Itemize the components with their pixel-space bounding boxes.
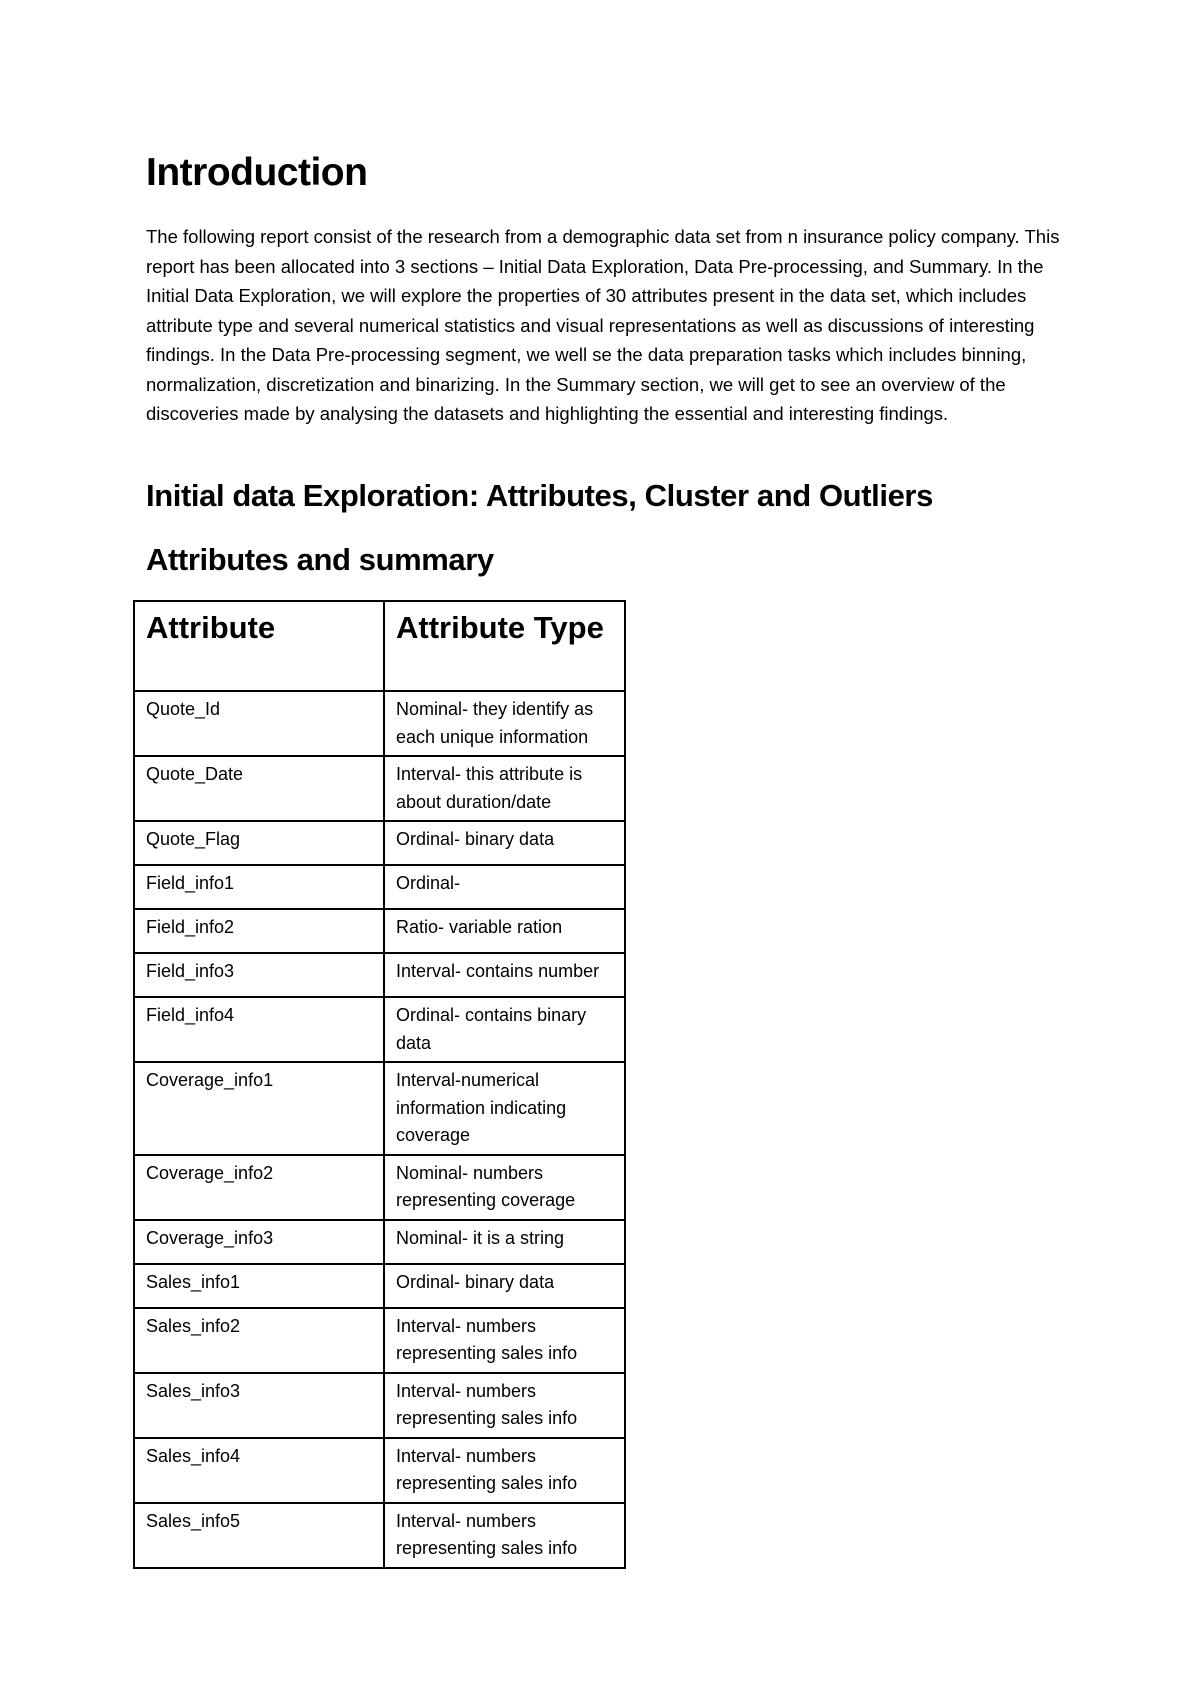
attribute-type-cell: Interval- numbers representing sales info — [384, 1308, 625, 1373]
attribute-type-cell: Ordinal- binary data — [384, 821, 625, 865]
intro-heading: Introduction — [146, 151, 368, 194]
table-row — [134, 1373, 625, 1438]
attribute-type-cell: Ordinal- binary data — [384, 1264, 625, 1308]
table-row — [134, 1264, 625, 1308]
intro-paragraph: The following report consist of the research from a demographic data set from n insurance policy company. This report has been allocated into 3 sections – Initial Data Exploration, Data Pre-processing, and Summary. In the Initial Data Exploration, we will explore the properties of 30 attributes present in the data set, which includes attribute type and several numerical statistics and visual representations as well as discussions of interesting findings. In the Data Pre-processing segment, we well se the data preparation tasks which includes binning, normalization, discretization and binarizing. In the Summary section, we will get to see an overview of the discoveries made by analysing the datasets and highlighting the essential and interesting findings. — [146, 226, 1060, 424]
attribute-name-cell: Field_info2 — [134, 909, 384, 953]
table-row — [134, 1062, 625, 1155]
section-heading: Initial data Exploration: Attributes, Cluster and Outliers — [146, 478, 933, 513]
table-row — [134, 1220, 625, 1264]
attribute-name-cell: Quote_Id — [134, 691, 384, 756]
attribute-type-cell: Nominal- it is a string — [384, 1220, 625, 1264]
attribute-type-cell: Ratio- variable ration — [384, 909, 625, 953]
attribute-name-cell: Sales_info5 — [134, 1503, 384, 1568]
column-header-attribute-type: Attribute Type — [384, 601, 625, 691]
table-row — [134, 821, 625, 865]
attribute-type-cell: Ordinal- — [384, 865, 625, 909]
attribute-type-cell: Nominal- they identify as each unique information — [384, 691, 625, 756]
table-row — [134, 953, 625, 997]
attribute-name-cell: Quote_Flag — [134, 821, 384, 865]
attribute-name-cell: Sales_info3 — [134, 1373, 384, 1438]
attribute-type-cell: Interval- numbers representing sales info — [384, 1503, 625, 1568]
table-row — [134, 691, 625, 756]
table-row — [134, 756, 625, 821]
table-row — [134, 997, 625, 1062]
attribute-name-cell: Sales_info2 — [134, 1308, 384, 1373]
attribute-name-cell: Quote_Date — [134, 756, 384, 821]
attribute-type-cell: Nominal- numbers representing coverage — [384, 1155, 625, 1220]
table-row — [134, 1155, 625, 1220]
table-header-row — [134, 601, 625, 691]
attribute-name-cell: Field_info4 — [134, 997, 384, 1062]
attribute-name-cell: Field_info3 — [134, 953, 384, 997]
attribute-type-cell: Interval- numbers representing sales info — [384, 1438, 625, 1503]
attribute-type-cell: Interval-numerical information indicating coverage — [384, 1062, 625, 1155]
attribute-name-cell: Coverage_info3 — [134, 1220, 384, 1264]
attribute-name-cell: Sales_info4 — [134, 1438, 384, 1503]
attribute-name-cell: Coverage_info1 — [134, 1062, 384, 1155]
attribute-type-cell: Interval- this attribute is about duration/date — [384, 756, 625, 821]
table-row — [134, 865, 625, 909]
attribute-name-cell: Field_info1 — [134, 865, 384, 909]
table-row — [134, 909, 625, 953]
table-row — [134, 1438, 625, 1503]
attribute-table — [133, 600, 626, 1569]
attribute-name-cell: Sales_info1 — [134, 1264, 384, 1308]
subsection-heading: Attributes and summary — [146, 542, 494, 577]
attribute-table-body — [134, 691, 625, 1568]
attribute-type-cell: Interval- numbers representing sales info — [384, 1373, 625, 1438]
attribute-name-cell: Coverage_info2 — [134, 1155, 384, 1220]
column-header-attribute: Attribute — [134, 601, 384, 691]
table-row — [134, 1503, 625, 1568]
table-row — [134, 1308, 625, 1373]
attribute-type-cell: Ordinal- contains binary data — [384, 997, 625, 1062]
attribute-type-cell: Interval- contains number — [384, 953, 625, 997]
